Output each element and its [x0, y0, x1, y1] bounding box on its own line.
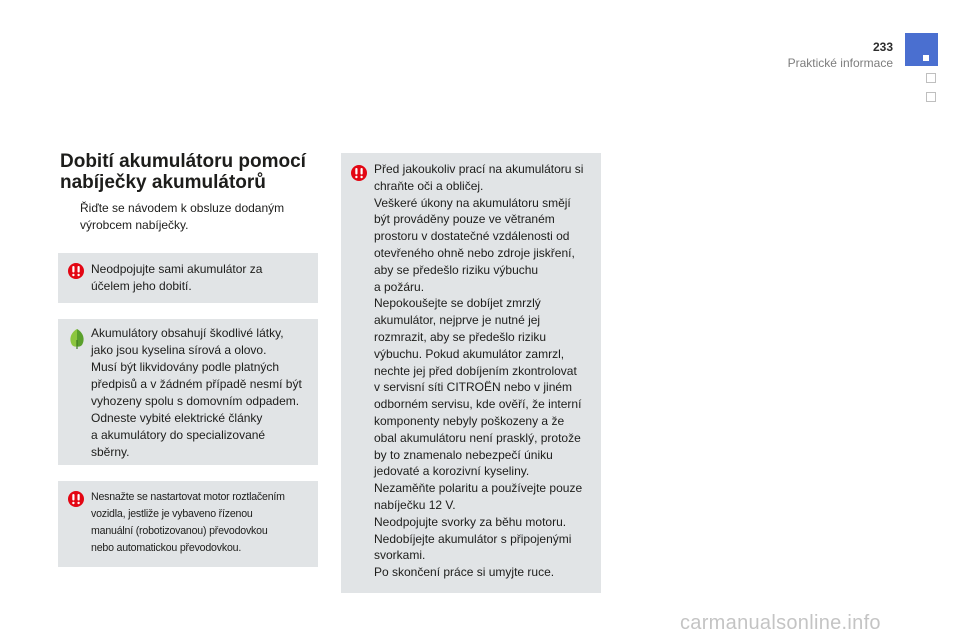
text-line: svorkami. [374, 548, 426, 563]
text-line: sběrny. [91, 445, 130, 459]
text-line: jako jsou kyselina sírová a olovo. [91, 343, 267, 357]
page-number: 233 [872, 40, 893, 54]
text-line: Nedobíjejte akumulátor s připojenými [374, 531, 572, 546]
text-line: chraňte oči a obličej. [374, 178, 484, 193]
chapter-tab [926, 92, 936, 102]
text-line: a akumulátory do specializované [91, 428, 266, 442]
text-line: prostoru v dostatečné vzdálenosti od [374, 229, 570, 244]
watermark-text: carmanualsonline.info [680, 612, 881, 634]
text-line: by to znamenalo nebezpečí úniku [374, 447, 553, 462]
environment-text [91, 325, 310, 461]
text-line: rozmrazit, aby se předešlo riziku [374, 329, 547, 344]
text-line: otevřeného ohně nebo zdroje jiskření, [374, 245, 575, 260]
text-line: obal akumulátoru není prasklý, protože [374, 430, 581, 445]
text-line: Nezaměňte polaritu a používejte pouze [374, 481, 583, 496]
text-line: manuální (robotizovanou) převodovkou [91, 525, 268, 537]
warning-text [91, 261, 310, 295]
text-line: nechte jej před dobíjením zkontrolovat [374, 363, 577, 378]
text-line: vyhozeny spolu s domovním odpadem. [91, 394, 300, 408]
warning-text [374, 161, 593, 581]
section-title: Praktické informace [787, 56, 893, 70]
text-line: Řiďte se návodem k obsluze dodaným [80, 201, 285, 215]
section-heading [60, 151, 330, 193]
text-line: Musí být likvidovány podle platných [91, 360, 280, 374]
chapter-tab [926, 73, 936, 83]
text-line: jedovaté a korozivní kyseliny. [374, 464, 530, 479]
environment-note-box [58, 319, 318, 465]
heading-line: Dobití akumulátoru pomocí [60, 151, 306, 172]
text-line: nabíječku 12 V. [374, 497, 456, 512]
text-line: Nepokoušejte se dobíjet zmrzlý [374, 296, 541, 311]
text-line: komponenty nebyly poškozeny a že [374, 413, 565, 428]
text-line: Po skončení práce si umyjte ruce. [374, 565, 555, 580]
text-line: v servisní síti CITROËN nebo v jiném [374, 380, 573, 395]
text-line: být prováděny pouze ve větraném [374, 212, 555, 227]
warning-text [91, 489, 310, 557]
chapter-tab-active [905, 33, 938, 66]
exclamation-warning-icon [68, 263, 84, 284]
text-line: vozidla, jestliže je vybaveno řízenou [91, 508, 253, 520]
text-line: účelem jeho dobití. [91, 279, 192, 293]
text-line: Veškeré úkony na akumulátoru smějí [374, 195, 571, 210]
text-line: Akumulátory obsahují škodlivé látky, [91, 326, 284, 340]
heading-line: nabíječky akumulátorů [60, 172, 266, 193]
text-line: Před jakoukoliv prací na akumulátoru si [374, 162, 584, 176]
text-line: Neodpojujte sami akumulátor za [91, 262, 263, 276]
warning-box-disconnect [58, 253, 318, 303]
text-line: výbuchu. Pokud akumulátor zamrzl, [374, 346, 565, 361]
exclamation-warning-icon [68, 491, 84, 512]
text-line: Neodpojujte svorky za běhu motoru. [374, 514, 567, 529]
text-line: akumulátor, nejprve je nutné jej [374, 313, 541, 328]
text-line: Nesnažte se nastartovat motor roztlačením [91, 491, 285, 503]
instruction-item [60, 200, 320, 234]
instruction-text [60, 200, 320, 234]
text-line: aby se předešlo riziku výbuchu [374, 262, 539, 277]
text-line: Odneste vybité elektrické články [91, 411, 263, 425]
text-line: předpisů a v žádném případě nesmí být [91, 377, 302, 391]
leaf-icon [68, 328, 86, 355]
warning-box-safety [341, 153, 601, 593]
text-line: výrobcem nabíječky. [80, 218, 189, 232]
text-line: odborném servisu, kde ověří, že interní [374, 397, 582, 412]
warning-box-tow-start [58, 481, 318, 567]
text-line: nebo automatickou převodovkou. [91, 542, 242, 554]
chapter-tab-marker [923, 55, 929, 61]
exclamation-warning-icon [351, 165, 367, 186]
text-line: a požáru. [374, 279, 425, 294]
